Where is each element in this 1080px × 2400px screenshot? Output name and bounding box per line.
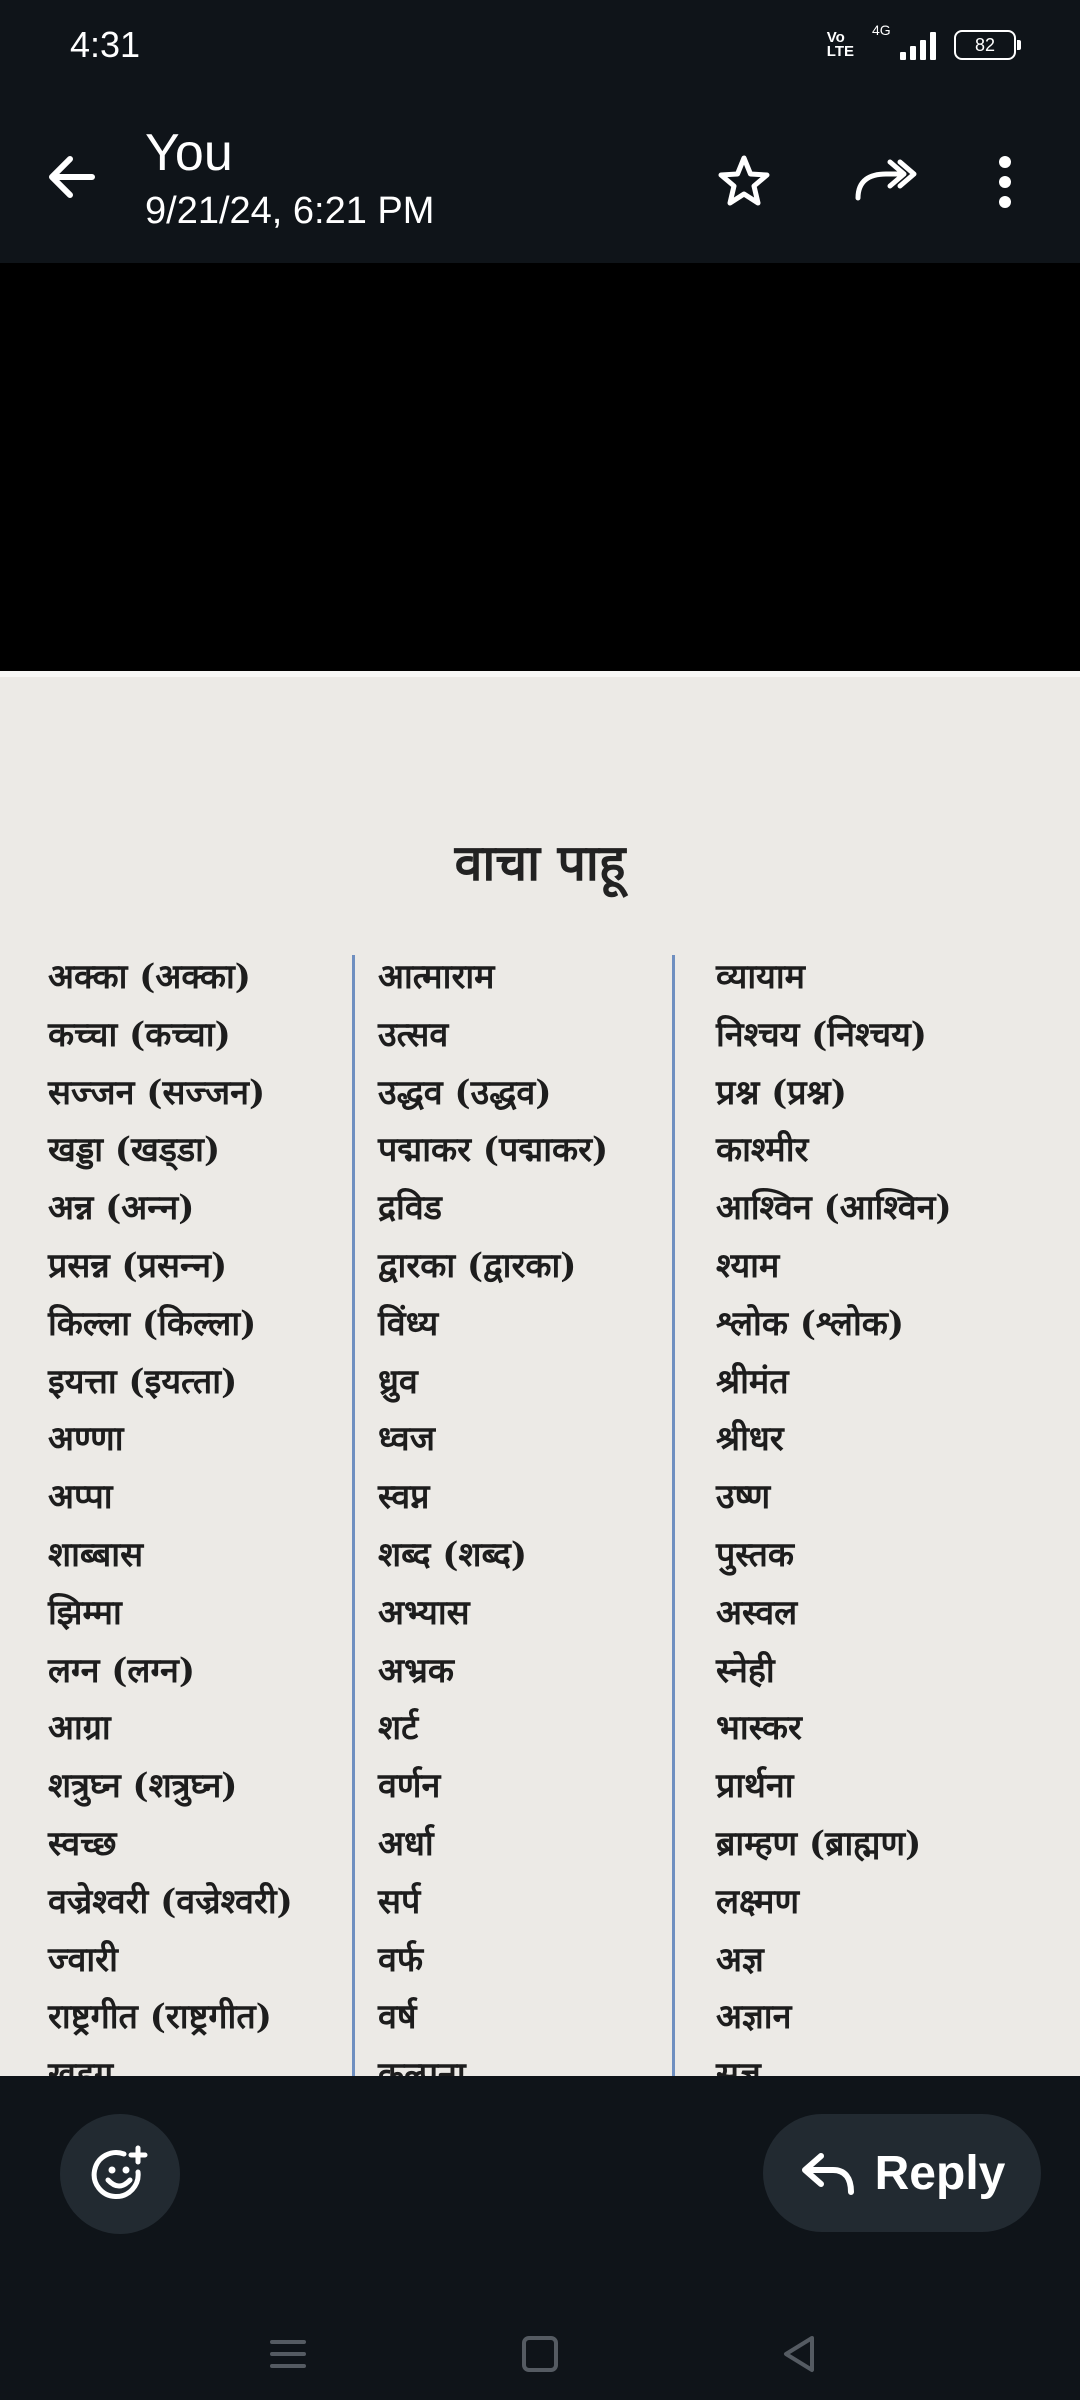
status-time: 4:31 (70, 24, 141, 65)
word-entry: पुस्तक (716, 1534, 795, 1575)
battery-icon (954, 30, 1016, 60)
word-entry: स्वप्न (378, 1477, 430, 1518)
word-entry: द्रविड (378, 1188, 442, 1229)
word-entry: प्रार्थना (716, 1766, 794, 1807)
word-entry: अण्णा (48, 1419, 124, 1460)
sender-name: You (145, 124, 233, 182)
column-divider (672, 955, 675, 2085)
word-entry: प्रसन्न (प्रसन्‍न) (48, 1245, 228, 1286)
status-bar (0, 0, 1080, 95)
add-reaction-icon (88, 2142, 152, 2206)
word-entry: उष्ण (716, 1477, 771, 1518)
word-entry: शाब्बास (48, 1534, 144, 1575)
word-entry: अज्ञान (716, 1997, 792, 2038)
word-entry: पद्माकर (पद्माकर) (378, 1130, 609, 1171)
nav-menu-button[interactable] (258, 2324, 318, 2384)
word-entry: उत्सव (378, 1014, 449, 1055)
forward-icon (850, 150, 920, 214)
word-entry: निश्चय (निश्चय) (716, 1014, 927, 1055)
home-icon (510, 2324, 570, 2384)
word-entry: श्लोक (श्लोक) (716, 1303, 904, 1344)
word-entry: लक्ष्मण (716, 1881, 800, 1922)
battery-level: 82 (974, 34, 996, 55)
word-column-1 (48, 949, 293, 2105)
volte-icon: Vo LTE (826, 29, 854, 60)
system-nav-bar (0, 2310, 1080, 2400)
word-entry: वर्ष (378, 1997, 417, 2038)
image-viewer[interactable] (0, 263, 1080, 2076)
star-button[interactable] (712, 150, 776, 214)
word-entry: राष्ट्रगीत (राष्ट्रगीत) (48, 1997, 272, 2038)
back-button[interactable] (40, 145, 104, 209)
message-timestamp: 9/21/24, 6:21 PM (145, 190, 435, 232)
star-icon (712, 150, 776, 214)
word-entry: श्रीमंत (716, 1361, 789, 1402)
reply-label: Reply (874, 2146, 1006, 2200)
bottom-bar (0, 2076, 1080, 2400)
word-entry: अन्न (अन्‍न) (48, 1188, 195, 1229)
word-entry: वर्फ (378, 1939, 424, 1980)
more-options-button[interactable] (985, 150, 1025, 214)
word-entry: अभ्यास (378, 1592, 470, 1633)
word-entry: वर्णन (378, 1766, 441, 1807)
word-entry: ज्वारी (48, 1939, 118, 1980)
document-image (0, 671, 1080, 2262)
arrow-left-icon (40, 145, 104, 209)
word-entry: काश्मीर (716, 1130, 809, 1171)
word-entry: व्यायाम (716, 957, 806, 997)
word-entry: शब्द (शब्द) (378, 1534, 528, 1575)
page-title: वाचा पाहू (454, 833, 626, 892)
reply-button[interactable] (763, 2114, 1041, 2232)
app-bar (0, 95, 1080, 263)
more-vert-icon (985, 150, 1025, 214)
word-entry: आश्विन (आश्विन) (716, 1188, 952, 1229)
word-entry: इयत्ता (इयत्‍ता) (48, 1361, 238, 1402)
word-entry: सज्जन (सज्‍जन) (48, 1072, 266, 1113)
word-entry: आत्माराम (378, 957, 495, 997)
word-entry: स्नेही (716, 1650, 775, 1691)
word-entry: विंध्य (378, 1303, 439, 1344)
word-entry: लग्न (लग्‍न) (48, 1650, 195, 1691)
word-entry: उद्धव (उद्धव) (378, 1072, 552, 1113)
word-entry: प्रश्न (प्रश्न) (716, 1072, 847, 1113)
word-entry: अक्का (अक्‍का) (48, 957, 251, 997)
word-column-3 (716, 949, 952, 2105)
word-entry: अभ्रक (378, 1650, 454, 1691)
word-entry: श्याम (716, 1245, 780, 1286)
word-entry: अर्धा (378, 1823, 434, 1864)
signal-icon (872, 22, 936, 60)
column-divider (352, 955, 355, 2085)
word-entry: झिम्मा (48, 1592, 122, 1633)
word-entry: अप्पा (48, 1477, 113, 1518)
status-icons (826, 22, 1016, 60)
word-entry: ध्रुव (378, 1361, 418, 1402)
word-entry: अस्वल (716, 1592, 798, 1633)
word-entry: द्वारका (द्वारका) (378, 1245, 577, 1286)
add-reaction-button[interactable] (60, 2114, 180, 2234)
forward-button[interactable] (850, 150, 920, 214)
word-entry: वज्रेश्वरी (वज्रेश्‍वरी) (48, 1881, 293, 1922)
reply-icon (799, 2148, 855, 2198)
word-entry: शत्रुघ्न (शत्रुघ्‍न) (48, 1766, 238, 1807)
word-entry: भास्कर (716, 1708, 802, 1749)
word-entry: ध्वज (378, 1419, 435, 1460)
word-entry: सर्प (378, 1881, 421, 1922)
network-label: 4G (872, 22, 891, 38)
word-entry: शर्ट (378, 1708, 419, 1749)
word-entry: ब्राम्हण (ब्राह्मण) (716, 1823, 922, 1864)
word-entry: श्रीधर (716, 1419, 784, 1460)
word-entry: खड्डा (खड्‍डा) (48, 1130, 221, 1171)
word-column-2 (378, 949, 608, 2105)
word-entry: स्वच्छ (48, 1823, 117, 1864)
word-entry: अज्ञ (716, 1939, 764, 1980)
nav-home-button[interactable] (510, 2324, 570, 2384)
word-entry: आग्रा (48, 1708, 111, 1749)
word-entry: किल्ला (किल्‍ला) (48, 1303, 257, 1344)
word-entry: कच्चा (कच्‍चा) (48, 1014, 231, 1055)
back-triangle-icon (770, 2324, 830, 2384)
menu-icon (258, 2324, 318, 2384)
nav-back-button[interactable] (770, 2324, 830, 2384)
